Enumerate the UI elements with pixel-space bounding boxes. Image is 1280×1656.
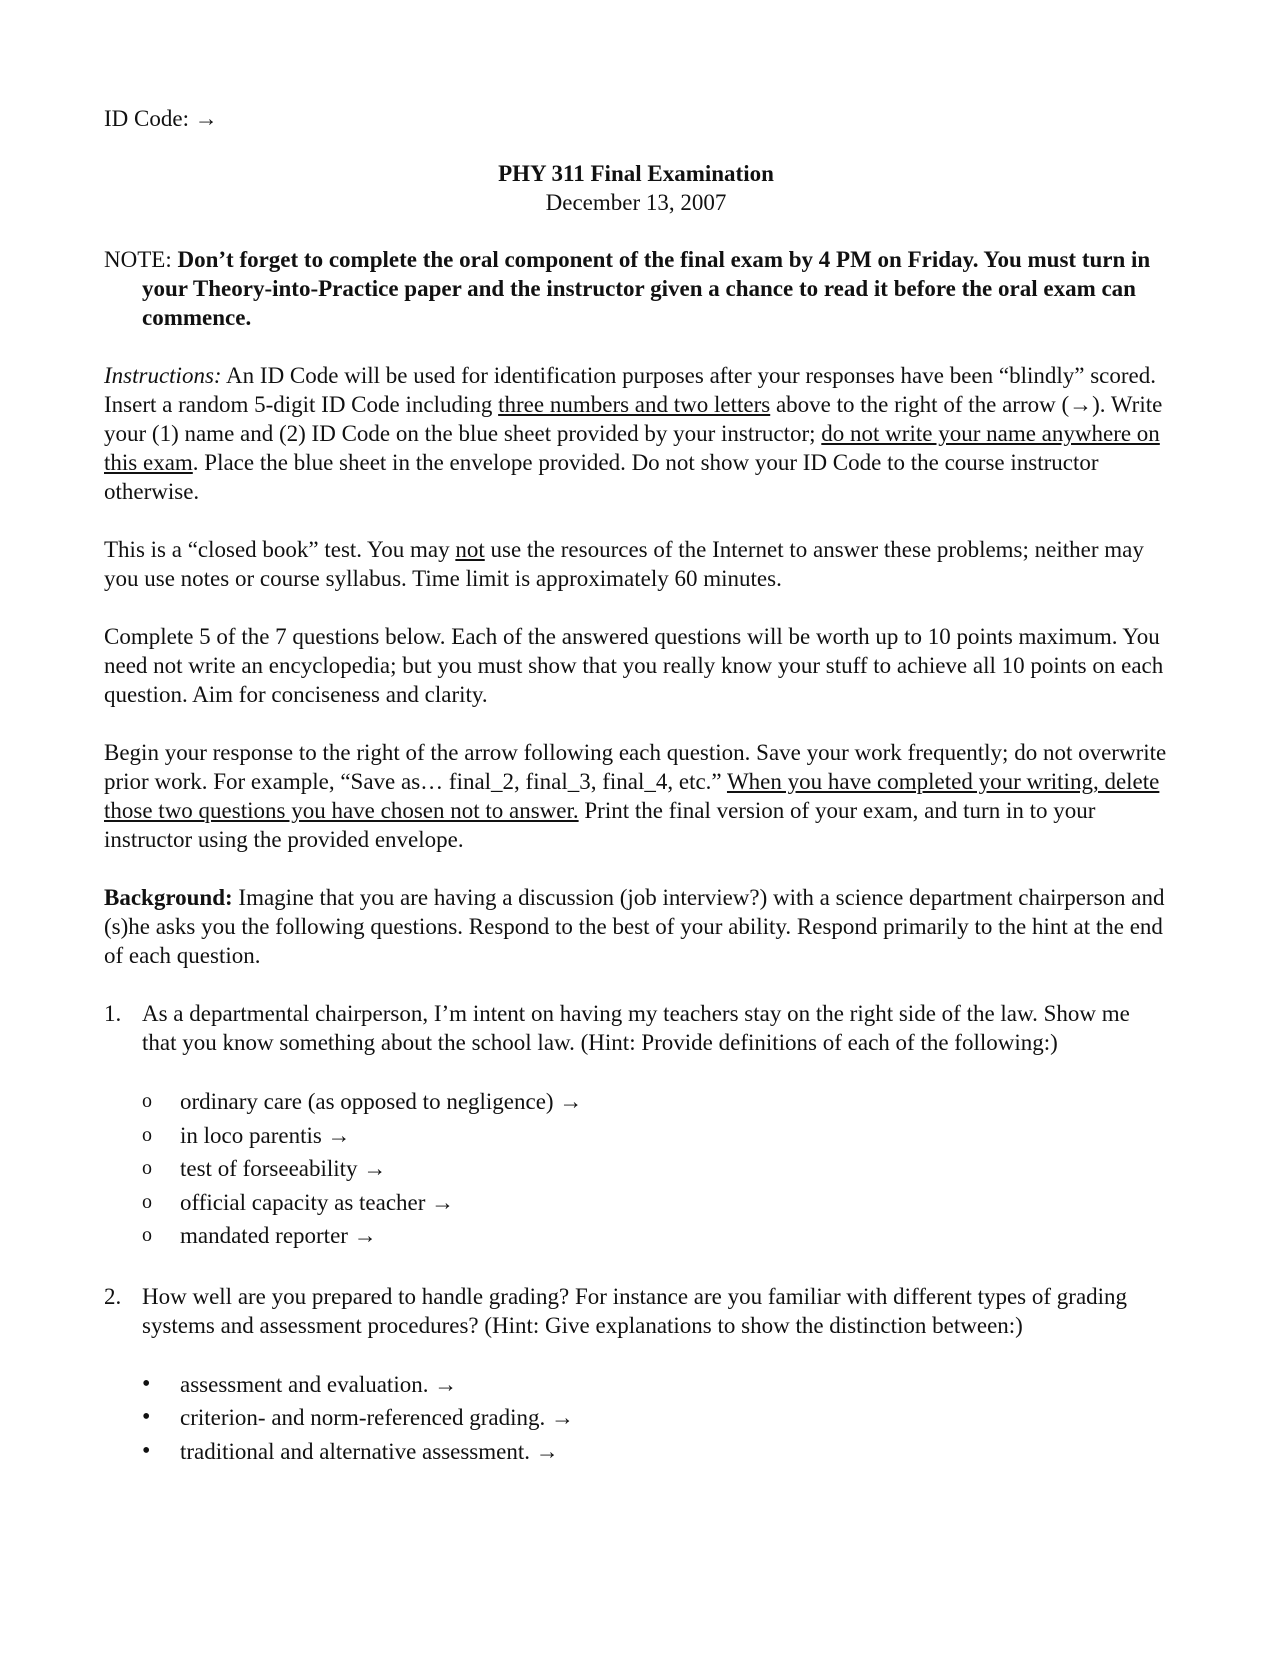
- exam-page: [104, 104, 1168, 1468]
- instructions-paragraph: [104, 361, 1168, 506]
- arrow-icon: →: [1069, 392, 1093, 417]
- arrow-icon: →: [559, 1089, 583, 1114]
- id-code-label: ID Code:: [104, 106, 195, 131]
- arrow-icon: →: [363, 1156, 387, 1181]
- question-2-items: [104, 1368, 1168, 1469]
- arrow-icon: →: [431, 1189, 455, 1215]
- instructions-underline-2: do not write your name anywhere on this exam: [104, 421, 1160, 475]
- list-item-text: mandated reporter →: [180, 1223, 377, 1248]
- closed-book-text-2: use the resources of the Internet to answer these problems; neither may you use notes or course syllabus. Time limit is approximately 60 minutes.: [104, 537, 1144, 591]
- begin-text-2: Print the final version of your exam, and turn in to your instructor using the provided envelope.: [104, 798, 1096, 852]
- list-item-text: official capacity as teacher →: [180, 1189, 455, 1215]
- background-label: Background:: [104, 885, 233, 910]
- closed-book-text-1: This is a “closed book” test. You may: [104, 537, 456, 562]
- list-item: [104, 1119, 1168, 1153]
- list-item: [104, 1186, 1168, 1220]
- bullet-icon: •: [142, 1437, 151, 1464]
- arrow-icon: →: [194, 106, 218, 131]
- arrow-icon: →: [327, 1122, 351, 1148]
- note-text: Don’t forget to complete the oral component of the final exam by 4 PM on Friday. You must turn in your Theory-into-Practice paper and the instructor given a chance to read it before the oral exam can commence.: [142, 247, 1151, 330]
- exam-date: December 13, 2007: [545, 190, 727, 215]
- arrow-icon: →: [551, 1405, 575, 1430]
- list-item-text: traditional and alternative assessment. →: [180, 1438, 559, 1464]
- exam-title: PHY 311 Final Examination: [498, 161, 774, 186]
- list-item-text: ordinary care (as opposed to negligence) →: [180, 1089, 583, 1114]
- list-item: [104, 1401, 1168, 1435]
- question-1: [104, 999, 1168, 1057]
- arrow-icon: →: [535, 1438, 559, 1464]
- id-code-line: [104, 104, 1168, 133]
- question-number: 1.: [104, 1001, 122, 1026]
- arrow-icon: →: [434, 1371, 458, 1397]
- list-item-text: criterion- and norm-referenced grading. →: [180, 1405, 575, 1430]
- list-item: [104, 1085, 1168, 1119]
- list-item: [104, 1219, 1168, 1253]
- background-text: Imagine that you are having a discussion (job interview?) with a science department chairperson and (s)he asks you the following questions. Respond to the best of your ability. Respond primarily to the hint at the end of each question.: [104, 885, 1165, 968]
- instructions-text-1: An ID Code will be used for identification purposes after your responses have been “blindly” scored. Insert a random 5-digit ID Code including: [104, 363, 1156, 417]
- bullet-icon: •: [142, 1404, 151, 1430]
- instructions-text-2: above to the right of the arrow (: [770, 392, 1070, 417]
- circle-bullet-icon: o: [142, 1224, 152, 1246]
- arrow-icon: →: [353, 1223, 377, 1248]
- background-paragraph: [104, 883, 1168, 970]
- bullet-icon: •: [142, 1370, 151, 1397]
- circle-bullet-icon: o: [142, 1157, 152, 1179]
- closed-book-underline: not: [455, 537, 485, 562]
- begin-underline: When you have completed your writing, delete those two questions you have chosen not to answer.: [104, 769, 1160, 823]
- circle-bullet-icon: o: [142, 1123, 152, 1146]
- list-item: [104, 1368, 1168, 1402]
- closed-book-paragraph: [104, 535, 1168, 593]
- note-paragraph: [104, 245, 1168, 332]
- instructions-text-3: ). Write your (1) name and (2) ID Code on the blue sheet provided by your instructor;: [104, 392, 1163, 446]
- instructions-label: Instructions:: [104, 363, 222, 388]
- list-item-text: test of forseeability →: [180, 1156, 387, 1181]
- question-1-items: [104, 1085, 1168, 1253]
- circle-bullet-icon: o: [142, 1090, 152, 1112]
- begin-text-1: Begin your response to the right of the arrow following each question. Save your work frequently; do not overwrite prior work. For example, “Save as… final_2, final_3, final_4, etc.”: [104, 740, 1167, 794]
- question-text: How well are you prepared to handle grading? For instance are you familiar with different types of grading systems and assessment procedures? (Hint: Give explanations to show the distinction between:): [142, 1283, 1128, 1338]
- list-item: [104, 1435, 1168, 1469]
- instructions-underline-1: three numbers and two letters: [498, 392, 771, 417]
- list-item: [104, 1152, 1168, 1186]
- circle-bullet-icon: o: [142, 1190, 152, 1213]
- question-number: 2.: [104, 1283, 122, 1309]
- begin-paragraph: [104, 738, 1168, 854]
- question-text: As a departmental chairperson, I’m intent on having my teachers stay on the right side of the law. Show me that you know something about the school law. (Hint: Provide definitions of each of the following:): [142, 1001, 1130, 1055]
- instructions-text-4: . Place the blue sheet in the envelope provided. Do not show your ID Code to the course instructor otherwise.: [104, 450, 1099, 504]
- question-2: [104, 1282, 1168, 1340]
- complete-paragraph: Complete 5 of the 7 questions below. Each of the answered questions will be worth up to 10 points maximum. You need not write an encyclopedia; but you must show that you really know your stuff to achieve all 10 points on each question. Aim for conciseness and clarity.: [104, 624, 1164, 707]
- note-label: NOTE:: [104, 247, 178, 272]
- list-item-text: assessment and evaluation. →: [180, 1371, 458, 1397]
- list-item-text: in loco parentis →: [180, 1122, 351, 1148]
